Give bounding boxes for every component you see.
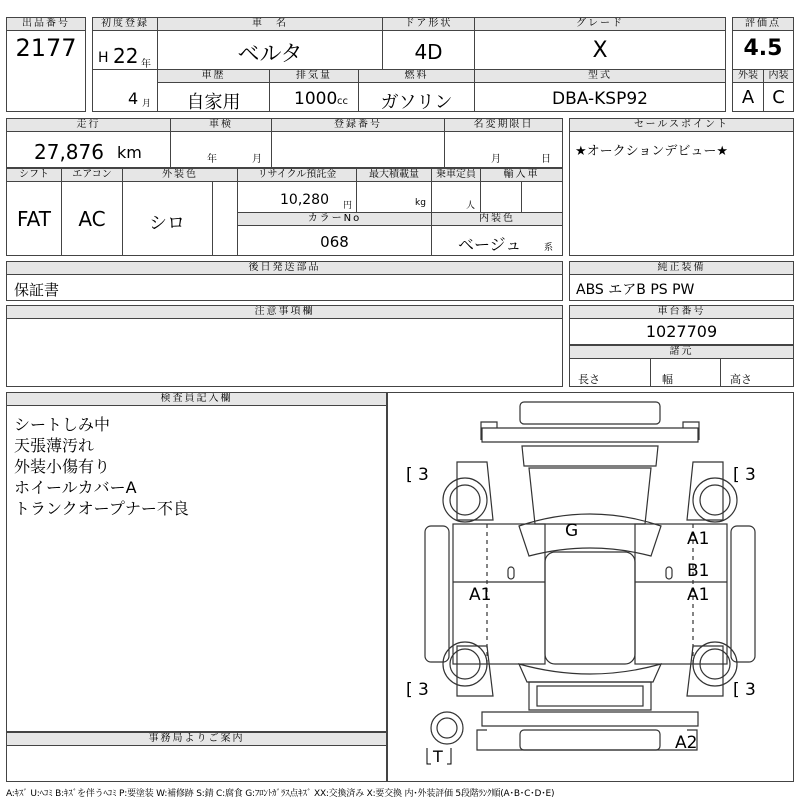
displacement-unit: cc bbox=[337, 96, 348, 107]
name-change-day-unit: 日 bbox=[541, 154, 551, 165]
windshield-mark: G bbox=[565, 521, 579, 541]
first-reg-label: 初度登録 bbox=[92, 17, 158, 31]
right-rear-mark: A1 bbox=[687, 585, 710, 605]
color-no-label: カラーNo bbox=[237, 212, 432, 226]
sales-point-label: セールスポイント bbox=[569, 118, 794, 132]
rl-wheel-mark: [ 3 bbox=[406, 680, 429, 700]
office-label: 事務局よりご案内 bbox=[6, 732, 387, 746]
fl-wheel-mark: [ 3 bbox=[406, 465, 429, 485]
later-parts-label: 後日発送部品 bbox=[6, 261, 563, 275]
inspector-label: 検査員記入欄 bbox=[6, 392, 387, 406]
grade-label: グレード bbox=[474, 17, 726, 31]
aircon-value: AC bbox=[78, 207, 106, 231]
specs-width: 幅 bbox=[662, 373, 673, 386]
lot-number: 2177 bbox=[15, 34, 77, 62]
inspector-line-1: シートしみ中 bbox=[14, 415, 111, 434]
inspector-line-5: トランクオープナー不良 bbox=[14, 499, 189, 518]
lot-label: 出品番号 bbox=[6, 17, 86, 31]
exterior-grade-value: A bbox=[741, 87, 755, 108]
chassis-value: 1027709 bbox=[645, 322, 718, 341]
sales-point-value: ★オークションデビュー★ bbox=[575, 144, 729, 159]
first-reg-era: H bbox=[98, 50, 109, 66]
right-front-mark: A1 bbox=[687, 529, 710, 549]
car-name-value: ベルタ bbox=[237, 42, 303, 67]
ext-color-value: シロ bbox=[149, 213, 185, 234]
fuel-value: ガソリン bbox=[380, 92, 453, 113]
rear-mark: A2 bbox=[675, 733, 698, 753]
capacity-label: 乗車定員 bbox=[431, 168, 481, 182]
reg-number-label: 登録番号 bbox=[271, 118, 445, 132]
inspector-line-2: 天張薄汚れ bbox=[14, 436, 95, 455]
equipment-label: 純正装備 bbox=[569, 261, 794, 275]
fr-wheel-mark: [ 3 bbox=[733, 465, 756, 485]
equipment-value: ABS エアB PS PW bbox=[576, 282, 695, 298]
model-label: 型式 bbox=[474, 69, 726, 83]
history-value: 自家用 bbox=[186, 92, 241, 113]
displacement-label: 排気量 bbox=[269, 69, 359, 83]
door-value: 4D bbox=[414, 40, 443, 64]
color-no-value: 068 bbox=[320, 233, 349, 251]
first-reg-year-unit: 年 bbox=[141, 59, 151, 70]
inspector-line-4: ホイールカバーA bbox=[14, 478, 137, 497]
history-label: 車歴 bbox=[157, 69, 270, 83]
shift-value: FAT bbox=[16, 207, 51, 231]
shift-label: シフト bbox=[6, 168, 62, 182]
specs-label: 諸元 bbox=[569, 345, 794, 359]
inspection-label: 車検 bbox=[170, 118, 272, 132]
max-load-label: 最大積載量 bbox=[356, 168, 432, 182]
inspector-line-3: 外装小傷有り bbox=[14, 457, 111, 476]
model-value: DBA-KSP92 bbox=[552, 89, 648, 109]
capacity-unit: 人 bbox=[466, 201, 476, 211]
right-door-mark: B1 bbox=[687, 561, 710, 581]
trunk-tag-mark: T bbox=[433, 747, 443, 766]
inspection-month-unit: 月 bbox=[252, 154, 262, 165]
door-label: ドア形状 bbox=[382, 17, 475, 31]
int-color-value: ベージュ bbox=[458, 235, 522, 254]
ext-color-label: 外装色 bbox=[122, 168, 238, 182]
first-reg-month-unit: 月 bbox=[142, 99, 152, 109]
car-damage-diagram bbox=[387, 392, 794, 782]
first-reg-month: 4 bbox=[128, 89, 139, 108]
rr-wheel-mark: [ 3 bbox=[733, 680, 756, 700]
grade-value: X bbox=[592, 38, 608, 63]
mileage-value: 27,876 bbox=[34, 140, 104, 164]
later-parts-box bbox=[6, 274, 563, 301]
car-name-label: 車 名 bbox=[157, 17, 383, 31]
aircon-label: エアコン bbox=[61, 168, 123, 182]
displacement-value: 1000 bbox=[294, 89, 338, 109]
int-color-unit: 系 bbox=[544, 243, 554, 253]
inspection-year-unit: 年 bbox=[207, 154, 217, 165]
recycle-unit: 円 bbox=[343, 201, 353, 211]
notes-box bbox=[6, 318, 563, 387]
legend: A:ｷｽﾞ U:ﾍｺﾐ B:ｷｽﾞを伴うﾍｺﾐ P:要塗装 W:補修跡 S:錆 C:腐食 G:ﾌﾛﾝﾄｶﾞﾗｽ点ｷｽﾞ XX:交換済み X:要交換 内･外装評価 5段階ﾗﾝｸ順(A･B･C･D･E) bbox=[6, 789, 555, 799]
left-door-mark: A1 bbox=[469, 585, 492, 605]
specs-box bbox=[569, 358, 794, 387]
first-reg-year: 22 bbox=[113, 44, 139, 68]
name-change-label: 名変期限日 bbox=[444, 118, 563, 132]
specs-length: 長さ bbox=[578, 373, 600, 386]
specs-height: 高さ bbox=[730, 373, 752, 386]
exterior-grade-label: 外装 bbox=[732, 69, 764, 83]
recycle-value: 10,280 bbox=[280, 192, 329, 208]
name-change-month-unit: 月 bbox=[491, 154, 501, 165]
int-color-label: 内装色 bbox=[431, 212, 563, 226]
score-label: 評価点 bbox=[732, 17, 794, 31]
office-box bbox=[6, 745, 387, 782]
mileage-unit: km bbox=[117, 143, 142, 162]
later-parts-value: 保証書 bbox=[14, 281, 60, 299]
max-load-unit: kg bbox=[415, 198, 426, 208]
mileage-label: 走行 bbox=[6, 118, 171, 132]
interior-grade-value: C bbox=[772, 87, 785, 108]
chassis-label: 車台番号 bbox=[569, 305, 794, 319]
score-value: 4.5 bbox=[743, 36, 783, 61]
notes-label: 注意事項欄 bbox=[6, 305, 563, 319]
fuel-label: 燃料 bbox=[358, 69, 475, 83]
recycle-label: リサイクル預託金 bbox=[237, 168, 357, 182]
import-label: 輸入車 bbox=[480, 168, 563, 182]
interior-grade-label: 内装 bbox=[763, 69, 794, 83]
